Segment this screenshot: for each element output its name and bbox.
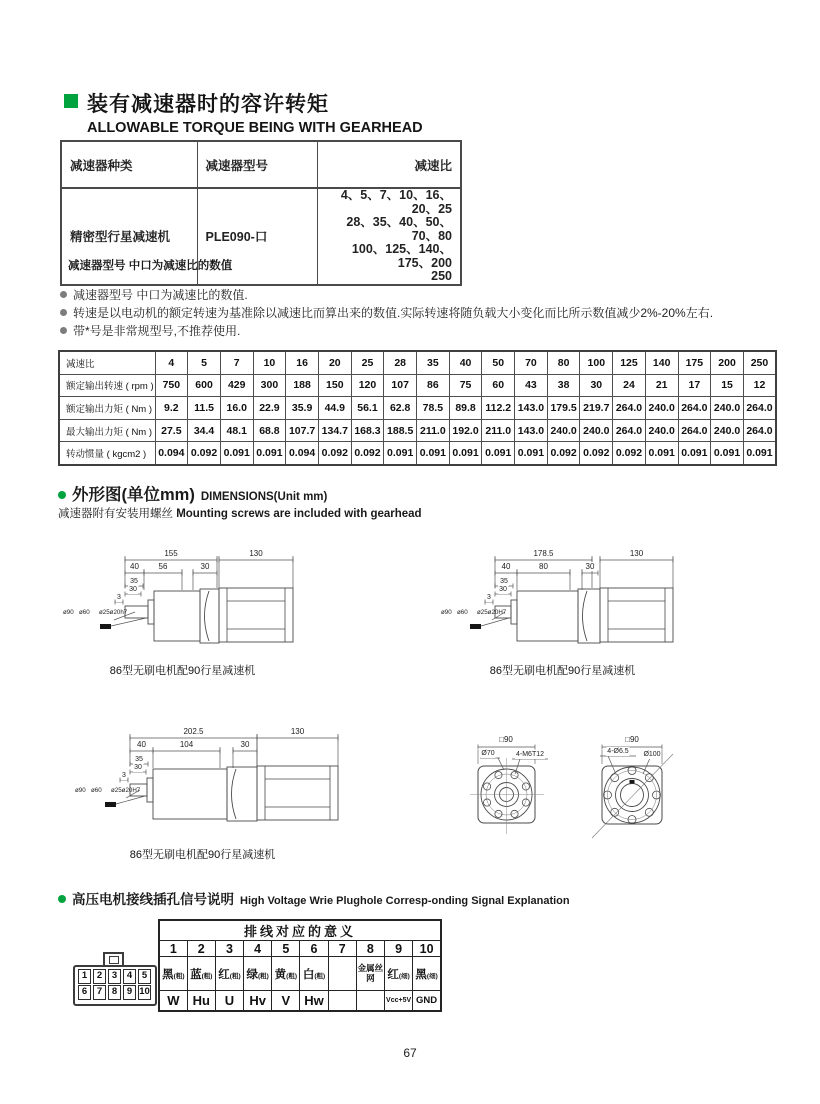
- wire-color-main: 黑: [415, 968, 427, 981]
- gearhead-col-ratio: 减速比: [317, 141, 461, 188]
- dimension-drawing-1: [60, 546, 305, 664]
- signal-cell: Vcc+5V: [385, 991, 413, 1012]
- drawing-svg: [60, 546, 305, 664]
- dim-label: 178.5: [533, 549, 554, 558]
- drawing-caption: 86型无刷电机配90行星减速机: [489, 665, 636, 677]
- wire-color-sub: (细): [398, 972, 410, 980]
- spec-cell: 0.092: [613, 442, 646, 465]
- dim-label: ø25ø20h7: [99, 609, 128, 616]
- signal-cell: Hw: [300, 991, 328, 1012]
- wire-color-main: 白: [302, 968, 315, 981]
- spec-cell: 240.0: [645, 397, 678, 420]
- wire-color-main: 蓝: [190, 968, 202, 981]
- dim-label: □90: [499, 735, 513, 744]
- pin-number: 8: [356, 941, 384, 957]
- wire-color-cell: [215, 957, 243, 991]
- pin-number: 3: [215, 941, 243, 957]
- spec-cell: 240.0: [711, 397, 744, 420]
- wire-color-sub: (粗): [173, 972, 185, 980]
- pin-number: 2: [187, 941, 215, 957]
- spec-cell: 0.091: [515, 442, 548, 465]
- spec-cell: 240.0: [645, 419, 678, 442]
- dim-label: 3: [117, 594, 121, 601]
- bullet-dot-icon: [58, 895, 66, 903]
- dim-label: 80: [539, 562, 548, 571]
- spec-cell: 0.094: [155, 442, 188, 465]
- page-title-en: ALLOWABLE TORQUE BEING WITH GEARHEAD: [87, 120, 423, 136]
- signal-row: [159, 991, 441, 1012]
- bullet-dot-icon: [60, 309, 67, 316]
- spec-cell: 43: [515, 374, 548, 397]
- page-title-block: [64, 88, 423, 136]
- spec-cell: 300: [253, 374, 286, 397]
- spec-cell: 107: [384, 374, 417, 397]
- gearhead-footnote: 减速器型号 中口为减速比的数值: [68, 260, 233, 272]
- spec-cell: 211.0: [482, 419, 515, 442]
- spec-cell: 16.0: [220, 397, 253, 420]
- wire-color-cell: [159, 957, 187, 991]
- spec-cell: 264.0: [613, 419, 646, 442]
- ratio-line: 28、35、40、50、70、80: [346, 215, 452, 243]
- ratio-line: 250: [431, 269, 452, 283]
- spec-cell: 11.5: [188, 397, 221, 420]
- wire-color-main: 绿: [246, 968, 258, 981]
- gearhead-table-header: [61, 141, 461, 188]
- spec-cell: 192.0: [449, 419, 482, 442]
- spec-cell: 240.0: [580, 419, 613, 442]
- dimensions-sub-zh: 减速器附有安装用螺丝: [58, 508, 173, 520]
- spec-cell: 68.8: [253, 419, 286, 442]
- note-item: [60, 286, 248, 303]
- dim-label: Ø70: [481, 750, 495, 757]
- spec-cell: 35: [417, 351, 450, 374]
- spec-row-label: 额定输出转速 ( rpm ): [59, 374, 155, 397]
- spec-cell: 40: [449, 351, 482, 374]
- dim-label: 4-M6T12: [515, 751, 545, 758]
- spec-cell: 86: [417, 374, 450, 397]
- spec-cell: 168.3: [351, 419, 384, 442]
- spec-cell: 30: [580, 374, 613, 397]
- dim-label: ø60: [457, 609, 468, 616]
- flange-svg: [440, 714, 690, 846]
- spec-cell: 25: [351, 351, 384, 374]
- wire-color-cell: [244, 957, 272, 991]
- dim-label: ø25ø20H7: [477, 609, 507, 616]
- dim-label: 30: [129, 586, 137, 593]
- dim-label: ø90: [75, 787, 86, 794]
- bullet-dot-icon: [58, 491, 66, 499]
- signal-cell: V: [272, 991, 300, 1012]
- drawing-svg: [60, 724, 345, 842]
- dim-label: 104: [179, 740, 194, 749]
- note-item: [60, 304, 713, 321]
- spec-table: [58, 350, 777, 466]
- connector-pin: 8: [108, 985, 121, 1000]
- wire-color-main: 黄: [274, 968, 287, 981]
- pin-number: 4: [244, 941, 272, 957]
- spec-cell: 200: [711, 351, 744, 374]
- spec-cell: 188.5: [384, 419, 417, 442]
- signal-cell: Hu: [187, 991, 215, 1012]
- spec-cell: 38: [547, 374, 580, 397]
- pin-number: 6: [300, 941, 328, 957]
- dim-label: 40: [130, 562, 139, 571]
- dim-label: 155: [164, 549, 178, 558]
- spec-cell: 179.5: [547, 397, 580, 420]
- spec-cell: 0.091: [482, 442, 515, 465]
- spec-cell: 56.1: [351, 397, 384, 420]
- page-title: [87, 88, 423, 136]
- spec-cell: 750: [155, 374, 188, 397]
- spec-cell: 75: [449, 374, 482, 397]
- spec-cell: 20: [318, 351, 351, 374]
- spec-cell: 70: [515, 351, 548, 374]
- spec-cell: 0.092: [318, 442, 351, 465]
- signal-heading-zh: 高压电机接线插孔信号说明: [72, 892, 234, 907]
- wire-color-cell: [413, 957, 441, 991]
- connector-pin: 6: [78, 985, 91, 1000]
- spec-cell: 112.2: [482, 397, 515, 420]
- spec-cell: 0.091: [678, 442, 711, 465]
- spec-cell: 134.7: [318, 419, 351, 442]
- dim-label: 35: [135, 756, 143, 763]
- dim-label: 3: [122, 772, 126, 779]
- spec-cell: 50: [482, 351, 515, 374]
- wire-color-sub: (粗): [286, 972, 298, 980]
- connector-pin: 1: [78, 969, 91, 984]
- wire-color-sub: (粗): [314, 972, 326, 980]
- spec-cell: 0.091: [253, 442, 286, 465]
- spec-cell: 24: [613, 374, 646, 397]
- spec-row: [59, 351, 776, 374]
- dim-label: 30: [240, 740, 250, 749]
- wire-color-cell: [328, 957, 356, 991]
- pin-number: 1: [159, 941, 187, 957]
- spec-cell: 89.8: [449, 397, 482, 420]
- spec-cell: 4: [155, 351, 188, 374]
- spec-cell: 60: [482, 374, 515, 397]
- spec-cell: 0.091: [645, 442, 678, 465]
- spec-row: [59, 397, 776, 420]
- drawing-svg: [440, 546, 685, 664]
- spec-cell: 0.092: [351, 442, 384, 465]
- wire-color-cell: [272, 957, 300, 991]
- spec-cell: 264.0: [743, 419, 776, 442]
- wire-color-main: 红: [218, 968, 230, 981]
- signal-table-title: 排线对应的意义: [159, 920, 441, 941]
- pin-number: 5: [272, 941, 300, 957]
- spec-cell: 264.0: [678, 397, 711, 420]
- spec-cell: 107.7: [286, 419, 319, 442]
- dim-label: ø90: [441, 609, 452, 616]
- spec-cell: 140: [645, 351, 678, 374]
- spec-cell: 219.7: [580, 397, 613, 420]
- spec-cell: 5: [188, 351, 221, 374]
- gearhead-col-model: 减速器型号: [197, 141, 317, 188]
- dimension-drawing-2: [440, 546, 685, 664]
- wire-color-sub: (粗): [201, 972, 213, 980]
- spec-cell: 264.0: [678, 419, 711, 442]
- connector-pin: 10: [138, 985, 151, 1000]
- gearhead-model-value: PLE090-口: [197, 188, 317, 285]
- signal-pin-row: [159, 941, 441, 957]
- dim-label: 30: [200, 562, 210, 571]
- spec-row: [59, 374, 776, 397]
- spec-cell: 7: [220, 351, 253, 374]
- wire-color-cell: [385, 957, 413, 991]
- dim-label: 40: [501, 562, 511, 571]
- dim-label: □90: [625, 735, 639, 744]
- spec-cell: 264.0: [613, 397, 646, 420]
- spec-cell: 175: [678, 351, 711, 374]
- spec-cell: 0.094: [286, 442, 319, 465]
- spec-cell: 44.9: [318, 397, 351, 420]
- spec-cell: 188: [286, 374, 319, 397]
- spec-cell: 9.2: [155, 397, 188, 420]
- dim-label: 30: [585, 562, 595, 571]
- dim-label: 35: [130, 578, 138, 585]
- wire-color-cell: [300, 957, 328, 991]
- dim-label: ø90: [63, 609, 74, 616]
- spec-table-wrap: [58, 350, 777, 466]
- spec-cell: 17: [678, 374, 711, 397]
- spec-cell: 143.0: [515, 397, 548, 420]
- ratio-line: 100、125、140、175、200: [351, 242, 452, 270]
- note-text: 带*号是非常规型号,不推荐使用.: [73, 324, 241, 338]
- spec-cell: 48.1: [220, 419, 253, 442]
- dim-label: 130: [290, 727, 305, 736]
- connector-pin: 3: [108, 969, 121, 984]
- spec-cell: 10: [253, 351, 286, 374]
- spec-cell: 15: [711, 374, 744, 397]
- spec-cell: 16: [286, 351, 319, 374]
- pin-number: 10: [413, 941, 441, 957]
- signal-cell: U: [215, 991, 243, 1012]
- dimension-drawing-3: [60, 724, 345, 842]
- spec-cell: 28: [384, 351, 417, 374]
- wire-color-sub: (粗): [257, 972, 269, 980]
- spec-cell: 250: [743, 351, 776, 374]
- spec-cell: 0.091: [711, 442, 744, 465]
- spec-row-label: 减速比: [59, 351, 155, 374]
- spec-cell: 240.0: [711, 419, 744, 442]
- signal-cell: [356, 991, 384, 1012]
- note-text: 减速器型号 中口为减速比的数值.: [73, 288, 248, 302]
- signal-table-wrap: [158, 919, 442, 1012]
- pin-number: 7: [328, 941, 356, 957]
- dim-label: 3: [487, 594, 491, 601]
- gearhead-col-type: 减速器种类: [61, 141, 197, 188]
- spec-cell: 12: [743, 374, 776, 397]
- dim-label: 130: [249, 549, 263, 558]
- spec-cell: 0.091: [743, 442, 776, 465]
- connector-pin: 7: [93, 985, 106, 1000]
- dim-label: ø60: [79, 609, 90, 616]
- dim-label: ø60: [91, 787, 102, 794]
- pin-number: 9: [385, 941, 413, 957]
- dim-label: 56: [158, 562, 168, 571]
- spec-cell: 143.0: [515, 419, 548, 442]
- spec-cell: 0.091: [220, 442, 253, 465]
- spec-cell: 27.5: [155, 419, 188, 442]
- spec-cell: 0.092: [547, 442, 580, 465]
- bullet-dot-icon: [60, 291, 67, 298]
- wire-color-main: 黑: [162, 968, 174, 981]
- spec-cell: 600: [188, 374, 221, 397]
- drawing-caption: 86型无刷电机配90行星减速机: [129, 849, 276, 861]
- spec-cell: 120: [351, 374, 384, 397]
- signal-table: [158, 919, 442, 1012]
- dim-label: 130: [629, 549, 644, 558]
- spec-cell: 0.091: [384, 442, 417, 465]
- signal-heading: [58, 888, 570, 908]
- title-square-icon: [64, 94, 78, 108]
- wire-color-row: [159, 957, 441, 991]
- wire-color-main: 红: [387, 968, 399, 981]
- spec-cell: 429: [220, 374, 253, 397]
- spec-cell: 240.0: [547, 419, 580, 442]
- spec-cell: 80: [547, 351, 580, 374]
- note-text: 转速是以电动机的额定转速为基准除以减速比而算出来的数值.实际转速将随负载大小变化而比所示数值减少2%-20%左右.: [73, 306, 714, 320]
- signal-table-title-row: [159, 920, 441, 941]
- dim-label: Ø100: [643, 751, 661, 758]
- gearhead-ratio-values: [317, 188, 461, 285]
- note-item: [60, 322, 240, 339]
- ratio-line: 4、5、7、10、16、20、25: [340, 188, 452, 216]
- dim-label: 35: [500, 578, 508, 585]
- spec-cell: 62.8: [384, 397, 417, 420]
- connector-pin: 5: [138, 969, 151, 984]
- spec-cell: 34.4: [188, 419, 221, 442]
- dim-label: 30: [499, 586, 507, 593]
- spec-cell: 22.9: [253, 397, 286, 420]
- signal-cell: Hv: [244, 991, 272, 1012]
- wire-color-cell: 金属丝网: [356, 957, 384, 991]
- spec-cell: 0.091: [449, 442, 482, 465]
- drawing-caption: 86型无刷电机配90行星减速机: [109, 665, 256, 677]
- spec-cell: 125: [613, 351, 646, 374]
- connector-pin: 9: [123, 985, 136, 1000]
- page-title-zh: 装有减速器时的容许转矩: [87, 93, 329, 116]
- dim-label: ø25ø20H7: [111, 787, 141, 794]
- spec-cell: 0.092: [580, 442, 613, 465]
- spec-cell: 0.092: [188, 442, 221, 465]
- spec-row: [59, 419, 776, 442]
- spec-cell: 0.091: [417, 442, 450, 465]
- dimensions-heading: [58, 481, 327, 505]
- dim-label: 40: [137, 740, 146, 749]
- wire-color-sub: (粗): [229, 972, 241, 980]
- wire-color-cell: [187, 957, 215, 991]
- wire-color-sub: (细): [426, 972, 438, 980]
- signal-cell: W: [159, 991, 187, 1012]
- connector-plug-diagram: [73, 952, 159, 1008]
- spec-cell: 21: [645, 374, 678, 397]
- flange-drawing: [440, 714, 690, 846]
- spec-cell: 150: [318, 374, 351, 397]
- spec-cell: 264.0: [743, 397, 776, 420]
- signal-heading-en: High Voltage Wrie Plughole Corresp-onding Signal Explanation: [240, 895, 570, 907]
- signal-cell: GND: [413, 991, 441, 1012]
- spec-row-label: 转动惯量 ( kgcm2 ): [59, 442, 155, 465]
- dim-label: 30: [134, 764, 142, 771]
- spec-cell: 78.5: [417, 397, 450, 420]
- signal-cell: [328, 991, 356, 1012]
- dimensions-subheading: [58, 505, 422, 521]
- dim-label: 202.5: [183, 727, 204, 736]
- connector-pin: 2: [93, 969, 106, 984]
- gearhead-type-value: 精密型行星减速机: [61, 188, 197, 285]
- connector-pin: 4: [123, 969, 136, 984]
- dimensions-heading-en: DIMENSIONS(Unit mm): [200, 491, 328, 503]
- dimensions-sub-en: Mounting screws are included with gearhead: [176, 508, 422, 520]
- page-number: 67: [403, 1046, 417, 1060]
- spec-row-label: 最大输出力矩 ( Nm ): [59, 419, 155, 442]
- spec-cell: 100: [580, 351, 613, 374]
- spec-row: [59, 442, 776, 465]
- dim-label: 4-Ø6.5: [607, 748, 629, 755]
- dimensions-heading-zh: 外形图(单位mm): [72, 486, 195, 504]
- bullet-dot-icon: [60, 327, 67, 334]
- spec-cell: 211.0: [417, 419, 450, 442]
- spec-row-label: 额定输出力矩 ( Nm ): [59, 397, 155, 420]
- spec-cell: 35.9: [286, 397, 319, 420]
